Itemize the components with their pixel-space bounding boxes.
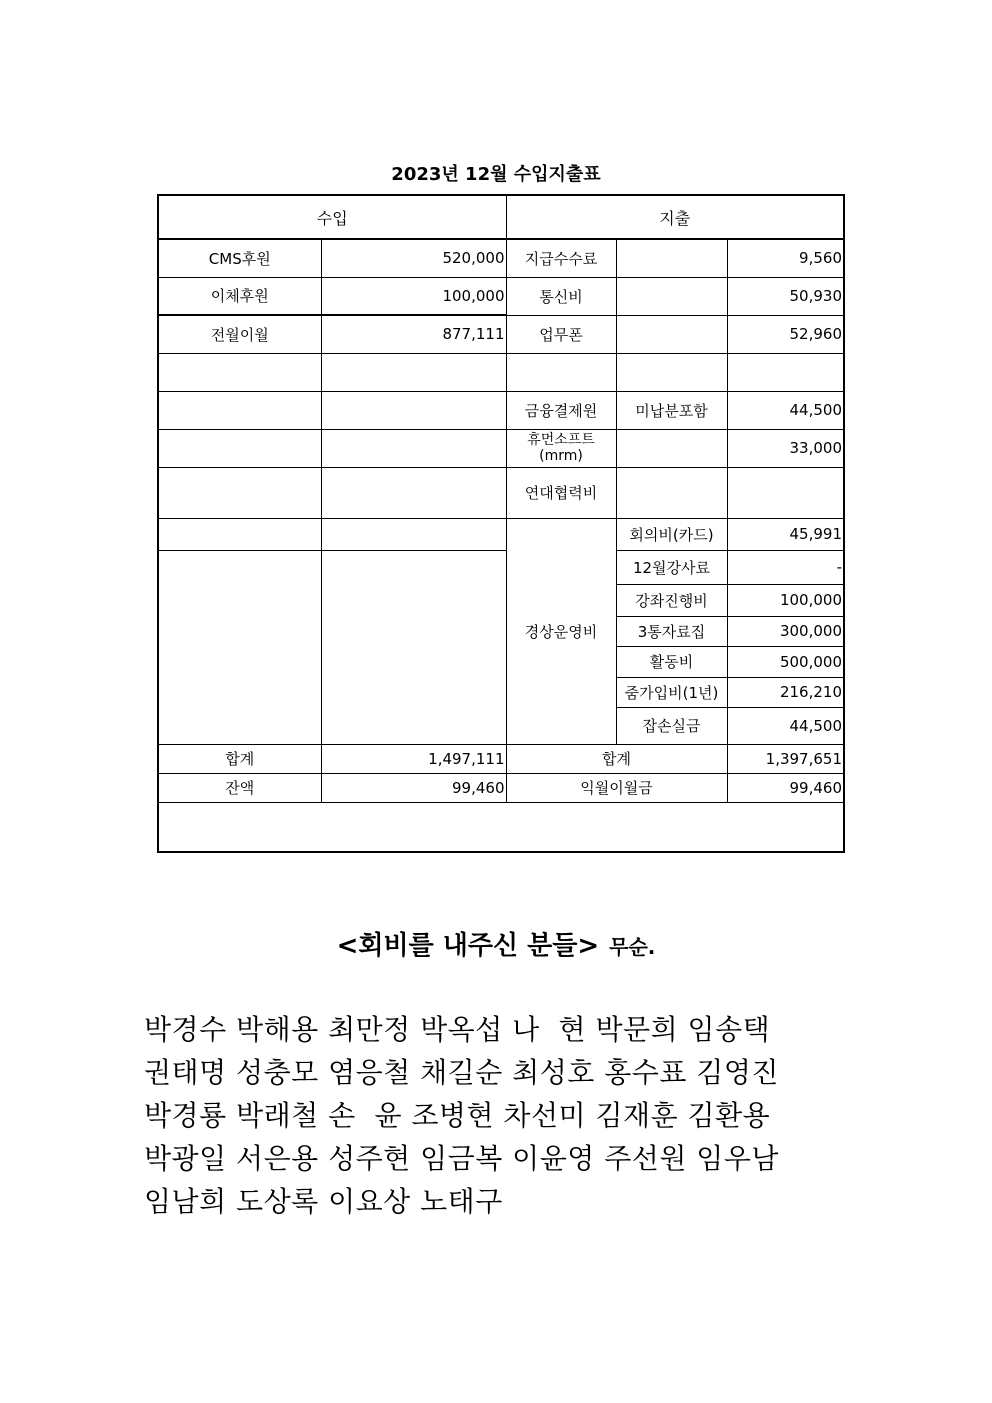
empty-cell: [727, 353, 844, 391]
donor-list: [144, 1008, 864, 1223]
empty-cell: [506, 353, 616, 391]
operations-amount: 500,000: [727, 646, 844, 677]
page-title: 2023년 12월 수입지출표: [391, 164, 601, 185]
operations-detail: 12월강사료: [616, 550, 727, 584]
empty-cell: [158, 467, 321, 518]
income-label-transfer: 이체후원: [158, 277, 321, 315]
empty-cell: [616, 353, 727, 391]
income-label-cms: CMS후원: [158, 239, 321, 277]
expense-detail-telecom: [616, 277, 727, 315]
donor-heading: [0, 925, 992, 962]
expense-amount-humansoft: 33,000: [727, 429, 844, 467]
operations-detail: 줌가입비(1년): [616, 677, 727, 707]
empty-cell: [158, 429, 321, 467]
donor-heading-title: <회비를 내주신 분들>: [336, 931, 600, 961]
empty-cell: [158, 518, 321, 550]
expense-amount-fee: 9,560: [727, 239, 844, 277]
expense-total-amount: 1,397,651: [727, 744, 844, 773]
balance-amount: 99,460: [321, 773, 506, 802]
expense-label-humansoft-line1: 휴먼소프트: [527, 432, 595, 448]
operations-amount: 45,991: [727, 518, 844, 550]
expense-detail-finance: 미납분포함: [616, 391, 727, 429]
income-expense-table: [157, 194, 845, 853]
income-total-label: 합계: [158, 744, 321, 773]
balance-label: 잔액: [158, 773, 321, 802]
empty-cell: [727, 467, 844, 518]
expense-total-label: 합계: [506, 744, 727, 773]
empty-cell: [321, 518, 506, 550]
expense-amount-telecom: 50,930: [727, 277, 844, 315]
operations-detail: 3통자료집: [616, 616, 727, 646]
donor-line: 권태명 성충모 염응철 채길순 최성호 홍수표 김영진: [144, 1056, 779, 1089]
expense-label-humansoft-line2: (mrm): [539, 448, 583, 464]
operations-detail: 회의비(카드): [616, 518, 727, 550]
operations-amount: 100,000: [727, 584, 844, 616]
operations-detail: 잡손실금: [616, 707, 727, 744]
empty-cell: [321, 353, 506, 391]
income-total-amount: 1,497,111: [321, 744, 506, 773]
operations-amount: 300,000: [727, 616, 844, 646]
expense-detail-fee: [616, 239, 727, 277]
operations-detail: 강좌진행비: [616, 584, 727, 616]
expense-label-finance: 금융결제원: [506, 391, 616, 429]
empty-cell: [158, 391, 321, 429]
expense-detail-work-phone: [616, 315, 727, 353]
expense-label-work-phone: 업무폰: [506, 315, 616, 353]
expense-header: 지출: [506, 195, 844, 239]
empty-cell: [616, 467, 727, 518]
income-amount-carryover: 877,111: [321, 315, 506, 353]
expense-label-solidarity: 연대협력비: [506, 467, 616, 518]
empty-cell: [321, 391, 506, 429]
empty-cell: [321, 467, 506, 518]
operations-amount: 44,500: [727, 707, 844, 744]
next-month-amount: 99,460: [727, 773, 844, 802]
income-header: 수입: [158, 195, 506, 239]
next-month-label: 익월이월금: [506, 773, 727, 802]
expense-label-fee: 지급수수료: [506, 239, 616, 277]
donor-line: 박경룡 박래철 손 윤 조병현 차선미 김재훈 김환용: [144, 1099, 771, 1132]
operations-detail: 활동비: [616, 646, 727, 677]
empty-cell: [616, 429, 727, 467]
donor-line: 박경수 박해용 최만정 박옥섭 나 현 박문희 임송택: [144, 1013, 771, 1046]
expense-label-operations: 경상운영비: [506, 518, 616, 744]
income-amount-transfer: 100,000: [321, 277, 506, 315]
donor-line: 임남희 도상록 이요상 노태구: [144, 1185, 503, 1218]
operations-amount: 216,210: [727, 677, 844, 707]
expense-label-humansoft: [506, 429, 616, 467]
income-amount-cms: 520,000: [321, 239, 506, 277]
expense-amount-work-phone: 52,960: [727, 315, 844, 353]
empty-footer-cell: [158, 802, 844, 852]
operations-amount: -: [727, 550, 844, 584]
donor-line: 박광일 서은용 성주현 임금복 이윤영 주선원 임우남: [144, 1142, 779, 1175]
empty-cell: [158, 550, 321, 744]
empty-cell: [321, 429, 506, 467]
expense-label-telecom: 통신비: [506, 277, 616, 315]
donor-heading-note: 무순.: [609, 935, 656, 959]
empty-cell: [158, 353, 321, 391]
empty-cell: [321, 550, 506, 744]
income-label-carryover: 전월이월: [158, 315, 321, 353]
expense-amount-finance: 44,500: [727, 391, 844, 429]
